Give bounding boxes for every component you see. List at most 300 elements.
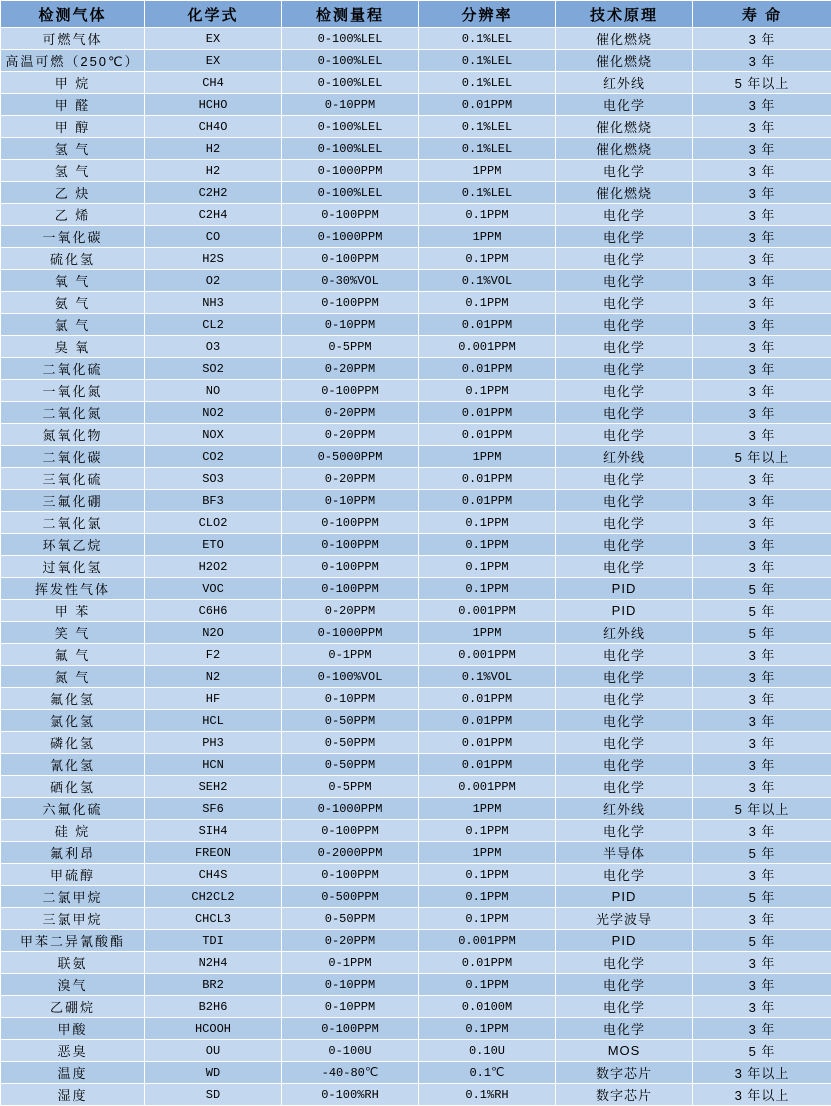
cell-gas: 甲 醛 <box>1 94 145 116</box>
cell-technology: 电化学 <box>556 248 693 270</box>
cell-gas: 乙硼烷 <box>1 996 145 1018</box>
table-row <box>1 292 831 314</box>
cell-lifespan: 3 年 <box>693 776 831 798</box>
table-row <box>1 996 831 1018</box>
cell-gas: 甲 烷 <box>1 72 145 94</box>
cell-technology: 电化学 <box>556 732 693 754</box>
cell-technology: 电化学 <box>556 952 693 974</box>
cell-resolution: 0.1PPM <box>419 886 556 908</box>
table-row <box>1 754 831 776</box>
cell-resolution: 0.01PPM <box>419 94 556 116</box>
cell-resolution: 0.1℃ <box>419 1062 556 1084</box>
cell-lifespan: 3 年 <box>693 358 831 380</box>
cell-range: 0-100PPM <box>282 292 419 314</box>
cell-technology: 电化学 <box>556 160 693 182</box>
cell-technology: 电化学 <box>556 688 693 710</box>
cell-resolution: 0.10U <box>419 1040 556 1062</box>
cell-formula: NOX <box>145 424 282 446</box>
cell-formula: F2 <box>145 644 282 666</box>
cell-gas: 乙 炔 <box>1 182 145 204</box>
cell-lifespan: 3 年 <box>693 94 831 116</box>
cell-formula: O3 <box>145 336 282 358</box>
table-row <box>1 358 831 380</box>
cell-gas: 二氧化硫 <box>1 358 145 380</box>
table-row <box>1 160 831 182</box>
cell-range: 0-20PPM <box>282 402 419 424</box>
cell-range: 0-100%LEL <box>282 72 419 94</box>
table-row <box>1 314 831 336</box>
cell-formula: NH3 <box>145 292 282 314</box>
cell-formula: CLO2 <box>145 512 282 534</box>
cell-gas: 氢 气 <box>1 138 145 160</box>
cell-resolution: 0.01PPM <box>419 402 556 424</box>
column-header-technology: 技术原理 <box>556 1 693 28</box>
cell-resolution: 0.1PPM <box>419 820 556 842</box>
table-row <box>1 776 831 798</box>
cell-gas: 湿度 <box>1 1084 145 1106</box>
cell-technology: 电化学 <box>556 666 693 688</box>
cell-formula: FREON <box>145 842 282 864</box>
cell-lifespan: 3 年 <box>693 556 831 578</box>
cell-gas: 温度 <box>1 1062 145 1084</box>
cell-resolution: 0.1PPM <box>419 292 556 314</box>
cell-technology: 催化燃烧 <box>556 50 693 72</box>
cell-technology: 电化学 <box>556 204 693 226</box>
cell-formula: EX <box>145 28 282 50</box>
cell-resolution: 0.01PPM <box>419 468 556 490</box>
cell-resolution: 0.01PPM <box>419 490 556 512</box>
cell-technology: 数字芯片 <box>556 1062 693 1084</box>
table-body <box>1 28 831 1106</box>
cell-resolution: 0.1PPM <box>419 512 556 534</box>
table-row <box>1 666 831 688</box>
cell-gas: 甲 醇 <box>1 116 145 138</box>
cell-lifespan: 3 年 <box>693 908 831 930</box>
cell-range: 0-5PPM <box>282 776 419 798</box>
cell-range: 0-5PPM <box>282 336 419 358</box>
cell-resolution: 0.1PPM <box>419 248 556 270</box>
cell-resolution: 1PPM <box>419 622 556 644</box>
table-row <box>1 1040 831 1062</box>
cell-lifespan: 5 年 <box>693 842 831 864</box>
cell-formula: CO2 <box>145 446 282 468</box>
cell-resolution: 1PPM <box>419 446 556 468</box>
cell-range: 0-100PPM <box>282 380 419 402</box>
cell-range: 0-30%VOL <box>282 270 419 292</box>
cell-technology: 电化学 <box>556 644 693 666</box>
cell-range: 0-20PPM <box>282 358 419 380</box>
cell-lifespan: 3 年 <box>693 116 831 138</box>
cell-lifespan: 3 年 <box>693 314 831 336</box>
cell-lifespan: 3 年 <box>693 182 831 204</box>
cell-resolution: 0.1%LEL <box>419 138 556 160</box>
cell-range: 0-50PPM <box>282 710 419 732</box>
table-row <box>1 556 831 578</box>
cell-formula: BF3 <box>145 490 282 512</box>
table-row <box>1 622 831 644</box>
cell-gas: 氮 气 <box>1 666 145 688</box>
cell-technology: 红外线 <box>556 72 693 94</box>
table-row <box>1 534 831 556</box>
cell-technology: 电化学 <box>556 556 693 578</box>
cell-resolution: 0.001PPM <box>419 336 556 358</box>
cell-range: 0-100%LEL <box>282 50 419 72</box>
cell-range: 0-100%RH <box>282 1084 419 1106</box>
cell-range: 0-1000PPM <box>282 226 419 248</box>
cell-gas: 硅 烷 <box>1 820 145 842</box>
cell-formula: NO <box>145 380 282 402</box>
cell-formula: SO3 <box>145 468 282 490</box>
cell-gas: 氟化氢 <box>1 688 145 710</box>
cell-formula: SO2 <box>145 358 282 380</box>
table-row <box>1 600 831 622</box>
cell-lifespan: 3 年 <box>693 204 831 226</box>
cell-gas: 甲 苯 <box>1 600 145 622</box>
cell-technology: 催化燃烧 <box>556 182 693 204</box>
cell-lifespan: 5 年以上 <box>693 798 831 820</box>
cell-lifespan: 3 年 <box>693 974 831 996</box>
table-header <box>1 1 831 28</box>
table-row <box>1 732 831 754</box>
cell-range: 0-50PPM <box>282 908 419 930</box>
cell-resolution: 1PPM <box>419 842 556 864</box>
cell-lifespan: 3 年 <box>693 534 831 556</box>
cell-resolution: 0.1PPM <box>419 1018 556 1040</box>
cell-gas: 氟 气 <box>1 644 145 666</box>
cell-formula: SD <box>145 1084 282 1106</box>
cell-formula: SEH2 <box>145 776 282 798</box>
cell-formula: HCN <box>145 754 282 776</box>
table-row <box>1 226 831 248</box>
cell-technology: 电化学 <box>556 820 693 842</box>
cell-gas: 甲硫醇 <box>1 864 145 886</box>
cell-technology: 电化学 <box>556 94 693 116</box>
cell-range: 0-20PPM <box>282 424 419 446</box>
cell-lifespan: 3 年 <box>693 248 831 270</box>
cell-lifespan: 3 年以上 <box>693 1062 831 1084</box>
cell-range: 0-50PPM <box>282 754 419 776</box>
cell-gas: 溴气 <box>1 974 145 996</box>
cell-lifespan: 3 年 <box>693 402 831 424</box>
cell-range: -40-80℃ <box>282 1062 419 1084</box>
cell-formula: PH3 <box>145 732 282 754</box>
cell-formula: TDI <box>145 930 282 952</box>
table-row <box>1 116 831 138</box>
cell-formula: N2O <box>145 622 282 644</box>
cell-lifespan: 3 年 <box>693 688 831 710</box>
cell-resolution: 1PPM <box>419 798 556 820</box>
table-row <box>1 1062 831 1084</box>
cell-gas: 联氨 <box>1 952 145 974</box>
cell-formula: HCL <box>145 710 282 732</box>
cell-lifespan: 3 年 <box>693 424 831 446</box>
cell-formula: BR2 <box>145 974 282 996</box>
cell-formula: H2 <box>145 160 282 182</box>
cell-lifespan: 3 年 <box>693 512 831 534</box>
cell-technology: 催化燃烧 <box>556 138 693 160</box>
cell-gas: 二氧化氯 <box>1 512 145 534</box>
cell-resolution: 0.1PPM <box>419 556 556 578</box>
cell-technology: 电化学 <box>556 490 693 512</box>
cell-gas: 过氧化氢 <box>1 556 145 578</box>
column-header-lifespan: 寿 命 <box>693 1 831 28</box>
cell-lifespan: 5 年 <box>693 930 831 952</box>
cell-range: 0-100U <box>282 1040 419 1062</box>
cell-resolution: 0.001PPM <box>419 644 556 666</box>
table-row <box>1 710 831 732</box>
cell-formula: CH4 <box>145 72 282 94</box>
cell-technology: 数字芯片 <box>556 1084 693 1106</box>
cell-formula: OU <box>145 1040 282 1062</box>
cell-range: 0-100PPM <box>282 578 419 600</box>
cell-formula: ETO <box>145 534 282 556</box>
table-row <box>1 380 831 402</box>
table-row <box>1 446 831 468</box>
cell-formula: CH2CL2 <box>145 886 282 908</box>
table-row <box>1 842 831 864</box>
cell-range: 0-100PPM <box>282 556 419 578</box>
cell-range: 0-1000PPM <box>282 160 419 182</box>
cell-gas: 挥发性气体 <box>1 578 145 600</box>
cell-gas: 恶臭 <box>1 1040 145 1062</box>
cell-range: 0-100PPM <box>282 534 419 556</box>
cell-gas: 二氧化氮 <box>1 402 145 424</box>
cell-range: 0-1PPM <box>282 644 419 666</box>
cell-lifespan: 5 年 <box>693 1040 831 1062</box>
cell-gas: 氰化氢 <box>1 754 145 776</box>
table-row <box>1 204 831 226</box>
cell-lifespan: 3 年 <box>693 226 831 248</box>
column-header-range: 检测量程 <box>282 1 419 28</box>
cell-resolution: 0.1PPM <box>419 380 556 402</box>
cell-resolution: 0.001PPM <box>419 600 556 622</box>
cell-resolution: 0.1PPM <box>419 534 556 556</box>
cell-lifespan: 5 年 <box>693 600 831 622</box>
cell-resolution: 0.1%LEL <box>419 116 556 138</box>
table-row <box>1 512 831 534</box>
cell-gas: 氮氧化物 <box>1 424 145 446</box>
cell-formula: WD <box>145 1062 282 1084</box>
cell-gas: 三氯甲烷 <box>1 908 145 930</box>
cell-technology: 电化学 <box>556 226 693 248</box>
cell-technology: 催化燃烧 <box>556 116 693 138</box>
cell-range: 0-100PPM <box>282 512 419 534</box>
table-row <box>1 248 831 270</box>
cell-gas: 三氟化硼 <box>1 490 145 512</box>
cell-technology: 电化学 <box>556 512 693 534</box>
cell-range: 0-100PPM <box>282 204 419 226</box>
cell-formula: C2H4 <box>145 204 282 226</box>
cell-technology: PID <box>556 578 693 600</box>
table-row <box>1 1018 831 1040</box>
cell-technology: 电化学 <box>556 270 693 292</box>
cell-technology: PID <box>556 930 693 952</box>
cell-gas: 乙 烯 <box>1 204 145 226</box>
table-row <box>1 930 831 952</box>
cell-formula: B2H6 <box>145 996 282 1018</box>
cell-lifespan: 5 年以上 <box>693 72 831 94</box>
cell-range: 0-1000PPM <box>282 622 419 644</box>
cell-formula: NO2 <box>145 402 282 424</box>
cell-formula: EX <box>145 50 282 72</box>
cell-technology: 电化学 <box>556 754 693 776</box>
cell-gas: 硫化氢 <box>1 248 145 270</box>
cell-resolution: 0.01PPM <box>419 358 556 380</box>
cell-range: 0-2000PPM <box>282 842 419 864</box>
cell-lifespan: 5 年 <box>693 622 831 644</box>
cell-lifespan: 3 年 <box>693 138 831 160</box>
cell-technology: 电化学 <box>556 996 693 1018</box>
cell-formula: H2 <box>145 138 282 160</box>
cell-resolution: 0.001PPM <box>419 776 556 798</box>
cell-lifespan: 3 年 <box>693 754 831 776</box>
cell-formula: HCOOH <box>145 1018 282 1040</box>
cell-range: 0-20PPM <box>282 600 419 622</box>
cell-range: 0-10PPM <box>282 974 419 996</box>
cell-resolution: 0.01PPM <box>419 754 556 776</box>
cell-range: 0-100%LEL <box>282 182 419 204</box>
cell-gas: 氯 气 <box>1 314 145 336</box>
table-header-row <box>1 1 831 28</box>
cell-gas: 高温可燃（250℃） <box>1 50 145 72</box>
cell-resolution: 0.1PPM <box>419 974 556 996</box>
cell-resolution: 0.1%VOL <box>419 270 556 292</box>
cell-range: 0-100PPM <box>282 248 419 270</box>
cell-resolution: 0.0100M <box>419 996 556 1018</box>
cell-technology: 电化学 <box>556 336 693 358</box>
cell-gas: 氨 气 <box>1 292 145 314</box>
cell-formula: CH4O <box>145 116 282 138</box>
cell-lifespan: 3 年 <box>693 1018 831 1040</box>
cell-gas: 臭 氧 <box>1 336 145 358</box>
cell-resolution: 0.01PPM <box>419 424 556 446</box>
cell-formula: SIH4 <box>145 820 282 842</box>
cell-technology: 电化学 <box>556 380 693 402</box>
cell-range: 0-100%LEL <box>282 116 419 138</box>
cell-lifespan: 3 年 <box>693 292 831 314</box>
cell-formula: CL2 <box>145 314 282 336</box>
cell-lifespan: 3 年 <box>693 820 831 842</box>
cell-technology: 红外线 <box>556 798 693 820</box>
cell-gas: 六氟化硫 <box>1 798 145 820</box>
table-row <box>1 1084 831 1106</box>
cell-lifespan: 3 年 <box>693 710 831 732</box>
table-row <box>1 72 831 94</box>
table-row <box>1 798 831 820</box>
cell-lifespan: 3 年 <box>693 336 831 358</box>
cell-technology: 电化学 <box>556 468 693 490</box>
cell-gas: 氢 气 <box>1 160 145 182</box>
cell-lifespan: 3 年 <box>693 666 831 688</box>
cell-gas: 一氧化碳 <box>1 226 145 248</box>
table-row <box>1 578 831 600</box>
cell-resolution: 0.01PPM <box>419 952 556 974</box>
cell-formula: VOC <box>145 578 282 600</box>
cell-range: 0-10PPM <box>282 490 419 512</box>
cell-gas: 甲酸 <box>1 1018 145 1040</box>
cell-lifespan: 3 年 <box>693 952 831 974</box>
cell-lifespan: 3 年 <box>693 50 831 72</box>
cell-technology: 电化学 <box>556 710 693 732</box>
column-header-gas: 检测气体 <box>1 1 145 28</box>
cell-technology: 催化燃烧 <box>556 28 693 50</box>
cell-gas: 二氯甲烷 <box>1 886 145 908</box>
cell-formula: N2 <box>145 666 282 688</box>
table-row <box>1 182 831 204</box>
cell-range: 0-20PPM <box>282 930 419 952</box>
cell-lifespan: 3 年以上 <box>693 1084 831 1106</box>
cell-formula: C2H2 <box>145 182 282 204</box>
cell-gas: 一氧化氮 <box>1 380 145 402</box>
cell-gas: 可燃气体 <box>1 28 145 50</box>
cell-formula: CO <box>145 226 282 248</box>
cell-gas: 甲苯二异氰酸酯 <box>1 930 145 952</box>
cell-technology: 半导体 <box>556 842 693 864</box>
cell-formula: O2 <box>145 270 282 292</box>
cell-gas: 氧 气 <box>1 270 145 292</box>
table-row <box>1 886 831 908</box>
cell-range: 0-100PPM <box>282 1018 419 1040</box>
cell-technology: 光学波导 <box>556 908 693 930</box>
cell-resolution: 0.1%LEL <box>419 50 556 72</box>
cell-formula: CHCL3 <box>145 908 282 930</box>
cell-range: 0-50PPM <box>282 732 419 754</box>
cell-range: 0-10PPM <box>282 996 419 1018</box>
cell-range: 0-10PPM <box>282 314 419 336</box>
table-row <box>1 952 831 974</box>
table-row <box>1 908 831 930</box>
cell-resolution: 0.01PPM <box>419 732 556 754</box>
table-row <box>1 644 831 666</box>
cell-range: 0-1000PPM <box>282 798 419 820</box>
table-row <box>1 974 831 996</box>
cell-resolution: 0.1%VOL <box>419 666 556 688</box>
cell-gas: 笑 气 <box>1 622 145 644</box>
cell-range: 0-500PPM <box>282 886 419 908</box>
cell-resolution: 0.1PPM <box>419 908 556 930</box>
cell-gas: 硒化氢 <box>1 776 145 798</box>
cell-gas: 三氧化硫 <box>1 468 145 490</box>
table-row <box>1 94 831 116</box>
cell-range: 0-10PPM <box>282 94 419 116</box>
table-row <box>1 270 831 292</box>
table-row <box>1 688 831 710</box>
cell-range: 0-100PPM <box>282 864 419 886</box>
cell-technology: 电化学 <box>556 424 693 446</box>
cell-resolution: 0.1PPM <box>419 578 556 600</box>
table-row <box>1 50 831 72</box>
cell-technology: MOS <box>556 1040 693 1062</box>
cell-resolution: 0.01PPM <box>419 688 556 710</box>
cell-lifespan: 3 年 <box>693 490 831 512</box>
cell-resolution: 0.1%RH <box>419 1084 556 1106</box>
cell-lifespan: 3 年 <box>693 270 831 292</box>
cell-resolution: 0.001PPM <box>419 930 556 952</box>
cell-formula: SF6 <box>145 798 282 820</box>
cell-technology: 电化学 <box>556 292 693 314</box>
table-row <box>1 468 831 490</box>
cell-range: 0-100%LEL <box>282 28 419 50</box>
cell-technology: 电化学 <box>556 358 693 380</box>
cell-lifespan: 3 年 <box>693 380 831 402</box>
cell-range: 0-100%VOL <box>282 666 419 688</box>
cell-formula: HF <box>145 688 282 710</box>
cell-resolution: 0.01PPM <box>419 710 556 732</box>
cell-resolution: 0.1%LEL <box>419 72 556 94</box>
table-row <box>1 490 831 512</box>
cell-lifespan: 3 年 <box>693 864 831 886</box>
cell-lifespan: 3 年 <box>693 732 831 754</box>
